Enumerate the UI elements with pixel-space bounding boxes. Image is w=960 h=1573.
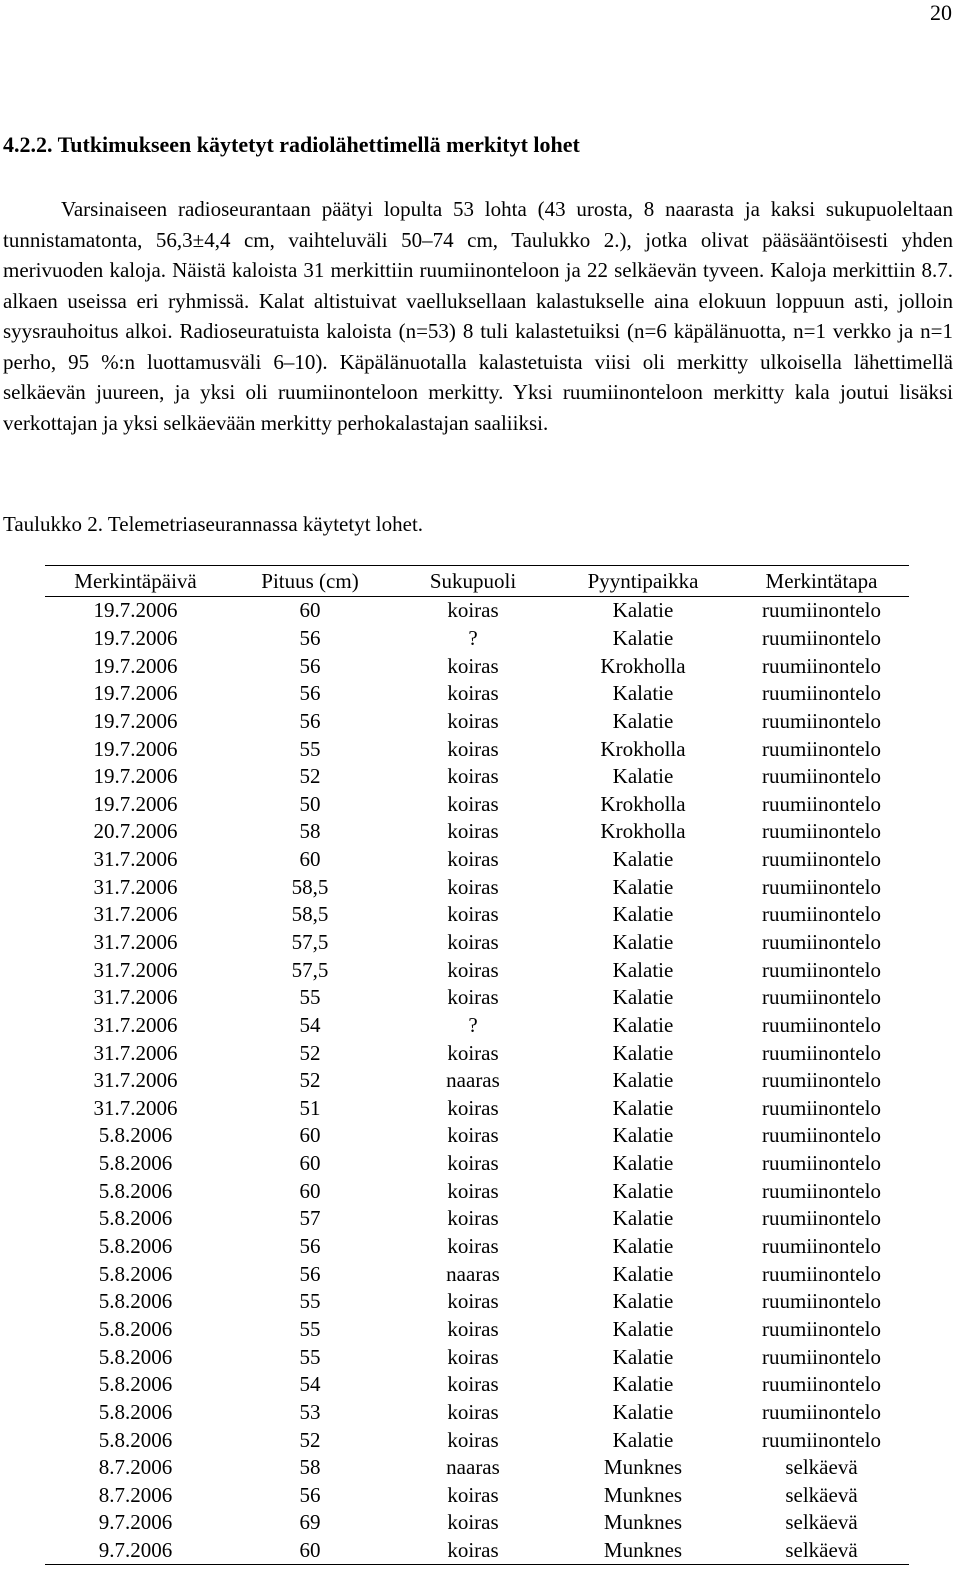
cell-date: 9.7.2006: [98, 1538, 173, 1563]
section-number: 4.2.2.: [3, 132, 53, 157]
cell-length: 58: [299, 1455, 321, 1480]
cell-date: 31.7.2006: [93, 957, 178, 982]
cell-tagging-method: ruumiinontelo: [762, 1344, 881, 1369]
cell-tagging-method: ruumiinontelo: [762, 764, 881, 789]
cell-tagging-method: ruumiinontelo: [762, 1151, 881, 1176]
cell-tagging-method: ruumiinontelo: [762, 653, 881, 678]
cell-length: 56: [299, 708, 321, 733]
cell-length: 57,5: [291, 930, 329, 954]
cell-date: 31.7.2006: [93, 1040, 178, 1065]
cell-tagging-method: ruumiinontelo: [762, 930, 881, 954]
cell-tagging-method: ruumiinontelo: [762, 1289, 881, 1314]
cell-tagging-method: ruumiinontelo: [762, 1399, 881, 1424]
cell-date: 5.8.2006: [98, 1261, 173, 1286]
cell-capture-site: Kalatie: [612, 1123, 674, 1148]
cell-length: 54: [299, 1012, 321, 1037]
cell-length: 52: [299, 764, 321, 789]
cell-capture-site: Kalatie: [612, 1012, 674, 1037]
cell-capture-site: Kalatie: [612, 1261, 674, 1286]
cell-tagging-method: ruumiinontelo: [762, 985, 881, 1010]
cell-sex: koiras: [447, 930, 499, 954]
table-row: [45, 790, 909, 818]
cell-tagging-method: ruumiinontelo: [762, 1040, 881, 1065]
cell-tagging-method: selkäevä: [785, 1538, 858, 1563]
column-header-date: Merkintäpäivä: [74, 569, 197, 593]
salmon-table: [45, 565, 909, 1565]
cell-capture-site: Kalatie: [612, 1178, 674, 1203]
cell-sex: koiras: [447, 653, 499, 678]
table-row: [45, 708, 909, 736]
cell-tagging-method: selkäevä: [785, 1510, 858, 1535]
cell-date: 31.7.2006: [93, 1095, 178, 1120]
cell-length: 55: [299, 1316, 321, 1341]
cell-sex: koiras: [447, 1123, 499, 1148]
cell-tagging-method: ruumiinontelo: [762, 1261, 881, 1286]
cell-capture-site: Munknes: [603, 1482, 683, 1507]
cell-sex: koiras: [447, 1510, 499, 1535]
cell-length: 60: [299, 1178, 321, 1203]
table-row: [45, 984, 909, 1012]
cell-date: 5.8.2006: [98, 1372, 173, 1397]
table-row: [45, 1288, 909, 1316]
cell-sex: koiras: [447, 957, 499, 982]
cell-sex: koiras: [447, 847, 499, 872]
column-header-tagging-method: Merkintätapa: [765, 569, 878, 593]
cell-capture-site: Kalatie: [612, 874, 674, 899]
cell-date: 31.7.2006: [93, 847, 178, 872]
cell-date: 31.7.2006: [93, 1068, 178, 1093]
cell-tagging-method: ruumiinontelo: [762, 1427, 881, 1452]
cell-date: 5.8.2006: [98, 1234, 173, 1259]
cell-date: 8.7.2006: [98, 1482, 173, 1507]
cell-sex: koiras: [447, 791, 499, 816]
cell-tagging-method: ruumiinontelo: [762, 1234, 881, 1259]
cell-sex: koiras: [447, 598, 499, 623]
cell-date: 31.7.2006: [93, 985, 178, 1010]
cell-capture-site: Kalatie: [612, 598, 674, 623]
cell-tagging-method: selkäevä: [785, 1455, 858, 1480]
table-row: [45, 1177, 909, 1205]
column-header-length: Pituus (cm): [261, 569, 359, 593]
table-row: [45, 1067, 909, 1095]
cell-tagging-method: ruumiinontelo: [762, 957, 881, 982]
cell-capture-site: Kalatie: [612, 985, 674, 1010]
cell-capture-site: Munknes: [603, 1455, 683, 1480]
table-row: [45, 1205, 909, 1233]
cell-tagging-method: ruumiinontelo: [762, 791, 881, 816]
cell-capture-site: Munknes: [603, 1510, 683, 1535]
cell-length: 51: [299, 1095, 321, 1120]
cell-tagging-method: ruumiinontelo: [762, 625, 881, 650]
cell-capture-site: Kalatie: [612, 957, 674, 982]
cell-length: 55: [299, 1289, 321, 1314]
cell-capture-site: Kalatie: [612, 708, 674, 733]
cell-capture-site: Kalatie: [612, 1151, 674, 1176]
cell-capture-site: Kalatie: [612, 1344, 674, 1369]
cell-length: 52: [299, 1068, 321, 1093]
cell-length: 58,5: [291, 874, 329, 899]
cell-date: 19.7.2006: [93, 598, 178, 623]
cell-date: 31.7.2006: [93, 930, 178, 954]
cell-date: 19.7.2006: [93, 681, 178, 706]
cell-sex: koiras: [447, 708, 499, 733]
table-row: [45, 1095, 909, 1123]
cell-tagging-method: ruumiinontelo: [762, 1316, 881, 1341]
cell-tagging-method: ruumiinontelo: [762, 902, 881, 927]
cell-length: 55: [299, 985, 321, 1010]
cell-date: 5.8.2006: [98, 1427, 173, 1452]
cell-length: 60: [299, 1123, 321, 1148]
table-row: [45, 1537, 909, 1565]
table-row: [45, 680, 909, 708]
table-row: [45, 1509, 909, 1537]
cell-tagging-method: ruumiinontelo: [762, 681, 881, 706]
cell-length: 54: [299, 1372, 321, 1397]
cell-tagging-method: selkäevä: [785, 1482, 858, 1507]
cell-length: 57,5: [291, 957, 329, 982]
cell-sex: koiras: [447, 1482, 499, 1507]
section-heading: [3, 131, 580, 159]
cell-length: 56: [299, 653, 321, 678]
cell-tagging-method: ruumiinontelo: [762, 1123, 881, 1148]
cell-date: 5.8.2006: [98, 1316, 173, 1341]
cell-sex: koiras: [447, 1178, 499, 1203]
cell-date: 19.7.2006: [93, 708, 178, 733]
cell-tagging-method: ruumiinontelo: [762, 1068, 881, 1093]
cell-sex: koiras: [447, 1344, 499, 1369]
cell-capture-site: Krokholla: [600, 819, 686, 844]
table-row: [45, 1122, 909, 1150]
cell-length: 58: [299, 819, 321, 844]
cell-sex: koiras: [447, 764, 499, 789]
cell-length: 60: [299, 1151, 321, 1176]
cell-sex: naaras: [446, 1261, 500, 1286]
cell-sex: koiras: [447, 902, 499, 927]
cell-tagging-method: ruumiinontelo: [762, 598, 881, 623]
cell-sex: koiras: [447, 985, 499, 1010]
cell-tagging-method: ruumiinontelo: [762, 847, 881, 872]
cell-capture-site: Kalatie: [612, 625, 674, 650]
cell-sex: koiras: [447, 1151, 499, 1176]
table-row: [45, 873, 909, 901]
cell-capture-site: Kalatie: [612, 764, 674, 789]
cell-tagging-method: ruumiinontelo: [762, 1012, 881, 1037]
cell-capture-site: Kalatie: [612, 1289, 674, 1314]
cell-date: 19.7.2006: [93, 764, 178, 789]
cell-length: 60: [299, 847, 321, 872]
section-title: Tutkimukseen käytetyt radiolähettimellä merkityt lohet: [57, 132, 580, 157]
cell-capture-site: Kalatie: [612, 1095, 674, 1120]
cell-sex: koiras: [447, 819, 499, 844]
cell-length: 55: [299, 736, 321, 761]
cell-capture-site: Kalatie: [612, 1234, 674, 1259]
table-caption: Taulukko 2. Telemetriaseurannassa käytetyt lohet.: [3, 512, 424, 536]
table-row: [45, 1343, 909, 1371]
table-body: [45, 597, 909, 1565]
cell-sex: ?: [468, 625, 478, 650]
cell-sex: koiras: [447, 1289, 499, 1314]
body-paragraph: [3, 194, 953, 438]
table-row: [45, 1260, 909, 1288]
body-paragraph-text: Varsinaiseen radioseurantaan päätyi lopulta 53 lohta (43 urosta, 8 naarasta ja kaksi sukupuoleltaan tunnistamatonta, 56,3±4,4 cm, vaihteluväli 50–74 cm, Taulukko 2.), jotka olivat pääsääntöisesti yhden merivuoden kaloja. Näistä kaloista 31 merkittiin ruumiinonteloon ja 22 selkäevän tyveen. Kaloja merkittiin 8.7. alkaen useissa eri ryhmissä. Kalat altistuivat vaelluksellaan kalastukselle aina elokuun loppuun asti, jolloin syysrauhoitus alkoi. Radioseuratuista kaloista (n=53) 8 tuli kalastetuiksi (n=6 käpälänuotta, n=1 verkko ja n=1 perho, 95 %:n luottamusväli 6–10). Käpälänuotalla kalastetuista viisi oli merkitty ulkoisella lähettimellä selkäevän juureen, ja yksi oli ruumiinonteloon merkitty. Yksi ruumiinonteloon merkitty kala joutui lisäksi verkottajan ja yksi selkäevään merkitty perhokalastajan saaliiksi.: [3, 197, 953, 435]
table-row: [45, 1316, 909, 1344]
cell-date: 20.7.2006: [93, 819, 178, 844]
cell-capture-site: Kalatie: [612, 1372, 674, 1397]
cell-capture-site: Kalatie: [612, 1040, 674, 1065]
cell-capture-site: Kalatie: [612, 1206, 674, 1231]
cell-sex: koiras: [447, 1538, 499, 1563]
cell-tagging-method: ruumiinontelo: [762, 874, 881, 899]
salmon-table-container: [45, 565, 909, 1565]
cell-tagging-method: ruumiinontelo: [762, 708, 881, 733]
cell-capture-site: Krokholla: [600, 791, 686, 816]
cell-length: 58,5: [291, 902, 329, 927]
table-row: [45, 818, 909, 846]
cell-length: 60: [299, 1538, 321, 1563]
cell-sex: koiras: [447, 736, 499, 761]
cell-capture-site: Kalatie: [612, 1427, 674, 1452]
table-row: [45, 1150, 909, 1178]
cell-date: 19.7.2006: [93, 736, 178, 761]
table-row: [45, 956, 909, 984]
cell-sex: koiras: [447, 1206, 499, 1231]
cell-tagging-method: ruumiinontelo: [762, 1095, 881, 1120]
cell-length: 56: [299, 1234, 321, 1259]
cell-sex: koiras: [447, 1372, 499, 1397]
table-row: [45, 1012, 909, 1040]
cell-sex: koiras: [447, 1095, 499, 1120]
cell-sex: naaras: [446, 1455, 500, 1480]
column-header-sex: Sukupuoli: [429, 569, 517, 593]
table-row: [45, 1426, 909, 1454]
cell-tagging-method: ruumiinontelo: [762, 736, 881, 761]
cell-date: 19.7.2006: [93, 625, 178, 650]
cell-tagging-method: ruumiinontelo: [762, 1206, 881, 1231]
table-row: [45, 763, 909, 791]
cell-date: 9.7.2006: [98, 1510, 173, 1535]
table-row: [45, 1039, 909, 1067]
cell-tagging-method: ruumiinontelo: [762, 819, 881, 844]
cell-sex: koiras: [447, 1427, 499, 1452]
cell-capture-site: Munknes: [603, 1538, 683, 1563]
cell-date: 31.7.2006: [93, 1012, 178, 1037]
cell-length: 56: [299, 1482, 321, 1507]
cell-length: 57: [299, 1206, 321, 1231]
cell-sex: naaras: [446, 1068, 500, 1093]
page-number: 20: [930, 0, 952, 25]
cell-capture-site: Kalatie: [612, 1316, 674, 1341]
table-row: [45, 1454, 909, 1482]
table-row: [45, 1371, 909, 1399]
cell-capture-site: Kalatie: [612, 1399, 674, 1424]
cell-date: 31.7.2006: [93, 902, 178, 927]
table-header-row: [45, 566, 909, 597]
cell-tagging-method: ruumiinontelo: [762, 1372, 881, 1397]
cell-sex: koiras: [447, 1040, 499, 1065]
cell-length: 50: [299, 791, 321, 816]
table-row: [45, 1482, 909, 1510]
cell-length: 60: [299, 598, 321, 623]
column-header-capture-site: Pyyntipaikka: [587, 569, 699, 593]
cell-capture-site: Kalatie: [612, 902, 674, 927]
cell-date: 19.7.2006: [93, 653, 178, 678]
cell-date: 5.8.2006: [98, 1344, 173, 1369]
cell-sex: koiras: [447, 874, 499, 899]
cell-sex: koiras: [447, 681, 499, 706]
table-row: [45, 735, 909, 763]
cell-date: 5.8.2006: [98, 1178, 173, 1203]
cell-length: 69: [299, 1510, 321, 1535]
table-row: [45, 929, 909, 957]
cell-length: 52: [299, 1427, 321, 1452]
cell-date: 31.7.2006: [93, 874, 178, 899]
cell-date: 5.8.2006: [98, 1151, 173, 1176]
cell-sex: koiras: [447, 1234, 499, 1259]
table-row: [45, 1233, 909, 1261]
cell-length: 53: [299, 1399, 321, 1424]
table-row: [45, 625, 909, 653]
cell-date: 5.8.2006: [98, 1289, 173, 1314]
cell-sex: koiras: [447, 1399, 499, 1424]
cell-capture-site: Kalatie: [612, 847, 674, 872]
cell-capture-site: Kalatie: [612, 681, 674, 706]
cell-length: 56: [299, 681, 321, 706]
cell-length: 56: [299, 1261, 321, 1286]
cell-capture-site: Kalatie: [612, 930, 674, 954]
table-row: [45, 846, 909, 874]
cell-length: 52: [299, 1040, 321, 1065]
table-row: [45, 652, 909, 680]
cell-length: 56: [299, 625, 321, 650]
table-row: [45, 901, 909, 929]
cell-date: 8.7.2006: [98, 1455, 173, 1480]
cell-capture-site: Krokholla: [600, 653, 686, 678]
cell-date: 19.7.2006: [93, 791, 178, 816]
cell-sex: koiras: [447, 1316, 499, 1341]
cell-date: 5.8.2006: [98, 1123, 173, 1148]
cell-length: 55: [299, 1344, 321, 1369]
cell-capture-site: Kalatie: [612, 1068, 674, 1093]
cell-date: 5.8.2006: [98, 1399, 173, 1424]
cell-date: 5.8.2006: [98, 1206, 173, 1231]
table-row: [45, 1399, 909, 1427]
cell-sex: ?: [468, 1012, 478, 1037]
table-row: [45, 597, 909, 625]
cell-tagging-method: ruumiinontelo: [762, 1178, 881, 1203]
cell-capture-site: Krokholla: [600, 736, 686, 761]
